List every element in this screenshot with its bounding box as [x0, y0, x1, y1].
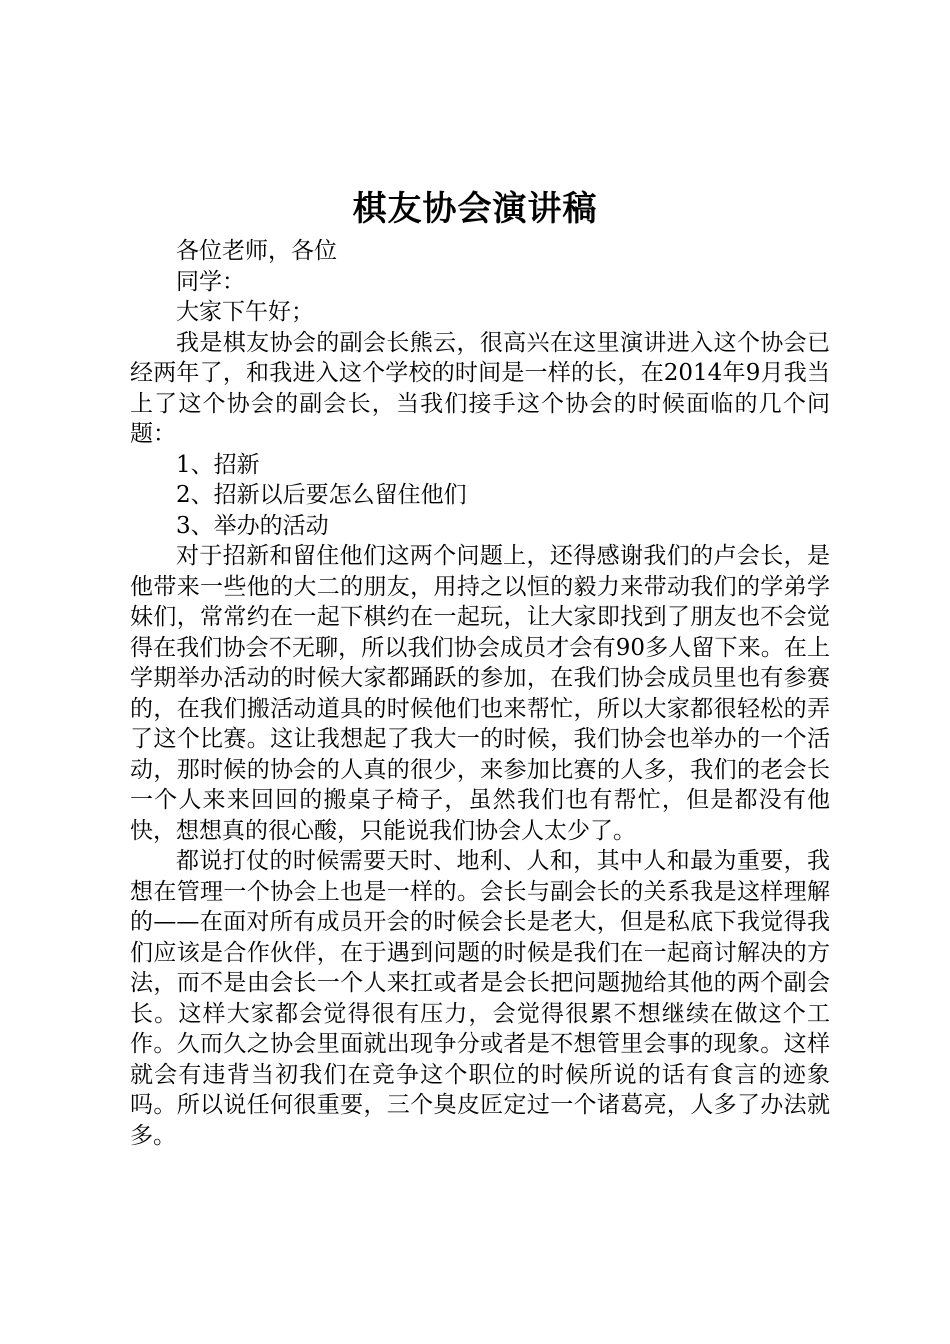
document-body: [130, 236, 830, 1151]
list-item-3: 3、举办的活动: [176, 512, 329, 539]
list-item-1: 1、招新: [176, 451, 260, 478]
body-paragraph-2: 都说打仗的时候需要天时、地利、人和，其中人和最为重要，我想在管理一个协会上也是一样的。会长与副会长的关系我是这样理解的——在面对所有成员开会的时候会长是老大，但是私底下我觉得我们应该是合作伙伴，在于遇到问题的时候是我们在一起商讨解决的方法，而不是由会长一个人来扛或者是会长把问题抛给其他的两个副会长。这样大家都会觉得很有压力，会觉得很累不想继续在做这个工作。久而久之协会里面就出现争分或者是不想管里会事的现象。这样就会有违背当初我们在竞争这个职位的时候所说的话有食言的迹象吗。所以说任何很重要，三个臭皮匠定过一个诸葛亮，人多了办法就多。: [130, 848, 830, 1149]
salutation-line-1: 各位老师，各位: [176, 238, 337, 264]
greeting-line: 大家下午好；: [176, 299, 314, 325]
salutation-line-2: 同学：: [176, 268, 245, 295]
intro-paragraph: 我是棋友协会的副会长熊云，很高兴在这里演讲进入这个协会已经两年了，和我进入这个学校的时间是一样的长，在2014年9月我当上了这个协会的副会长，当我们接手这个协会的时候面临的几个问题：: [130, 329, 830, 447]
body-paragraph-1: 对于招新和留住他们这两个问题上，还得感谢我们的卢会长，是他带来一些他的大二的朋友，用持之以恒的毅力来带动我们的学弟学妹们，常常约在一起下棋约在一起玩，让大家即找到了朋友也不会觉得在我们协会不无聊，所以我们协会成员才会有90多人留下来。在上学期举办活动的时候大家都踊跃的参加，在我们协会成员里也有参赛的，在我们搬活动道具的时候他们也来帮忙，所以大家都很轻松的弄了这个比赛。这让我想起了我大一的时候，我们协会也举办的一个活动，那时候的协会的人真的很少，来参加比赛的人多，我们的老会长一个人来来回回的搬桌子椅子，虽然我们也有帮忙，但是都没有他快，想想真的很心酸，只能说我们协会人太少了。: [130, 543, 830, 844]
document-title: 棋友协会演讲稿: [352, 189, 598, 229]
list-item-2: 2、招新以后要怎么留住他们: [176, 482, 467, 508]
